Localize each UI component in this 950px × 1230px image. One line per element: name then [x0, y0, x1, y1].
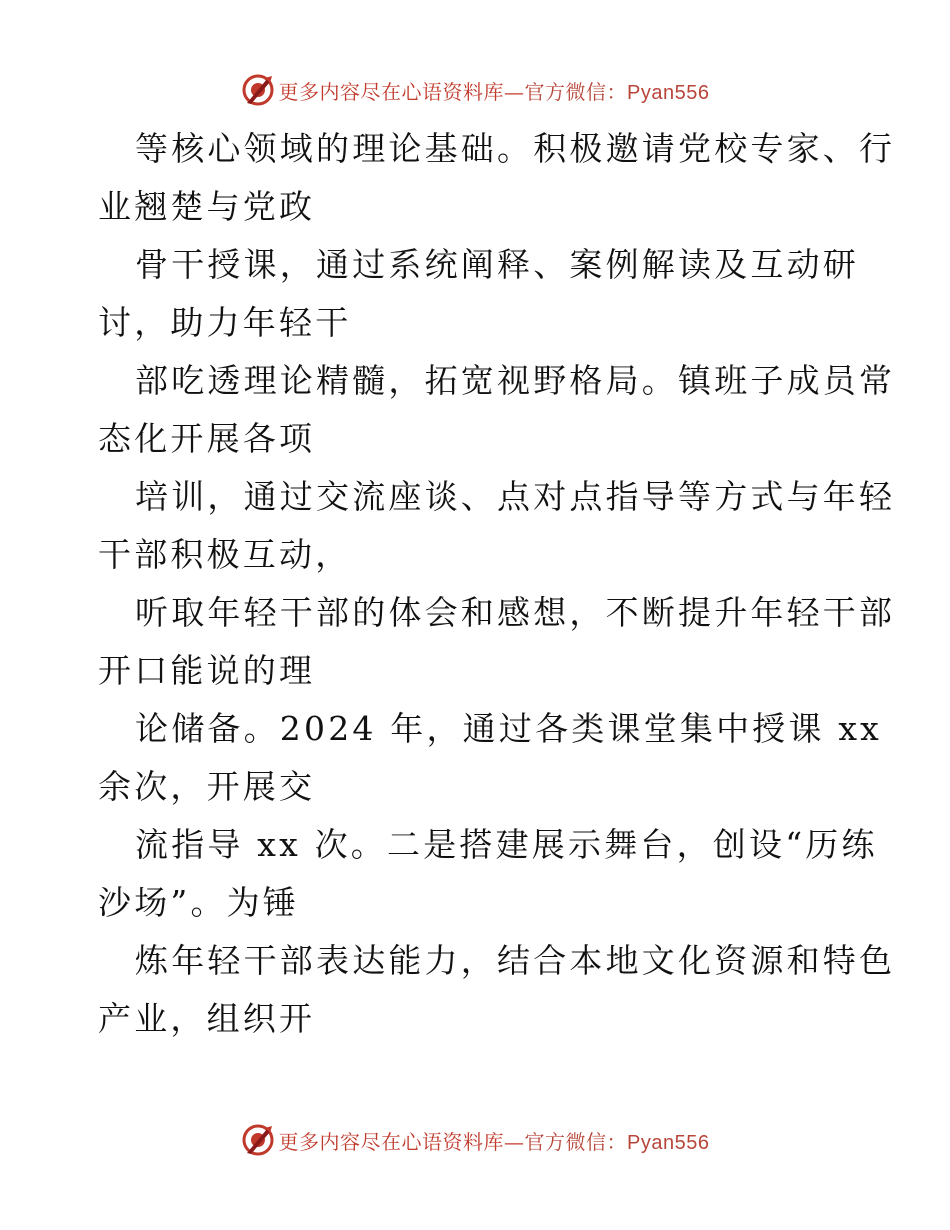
text-line: 流指导 xx 次。二是搭建展示舞台，创设“历练: [135, 825, 878, 864]
footer-banner: [0, 1118, 950, 1162]
document-body: [98, 120, 896, 1048]
text-line: 培训，通过交流座谈、点对点指导等方式与年轻: [135, 477, 896, 516]
text-line: 产业，组织开: [98, 999, 316, 1038]
footer-banner-text: 更多内容尽在心语资料库—官方微信：Pyan556: [278, 1129, 710, 1154]
text-line: 炼年轻干部表达能力，结合本地文化资源和特色: [135, 941, 896, 980]
text-line: 业翘楚与党政: [98, 187, 316, 226]
text-line: 听取年轻干部的体会和感想，不断提升年轻干部: [135, 593, 896, 632]
text-line: 论储备。2024 年，通过各类课堂集中授课 xx: [135, 709, 882, 748]
text-line: 态化开展各项: [98, 419, 316, 458]
header-banner-text: 更多内容尽在心语资料库—官方微信：Pyan556: [278, 79, 710, 104]
text-line: 部吃透理论精髓，拓宽视野格局。镇班子成员常: [135, 361, 896, 400]
text-line: 沙场”。为锤: [98, 883, 300, 922]
text-line: 开口能说的理: [98, 651, 316, 690]
quill-seal-icon: [241, 1123, 275, 1157]
text-line: 骨干授课，通过系统阐释、案例解读及互动研: [135, 245, 859, 284]
text-line: 讨，助力年轻干: [98, 303, 352, 342]
text-line: 余次，开展交: [98, 767, 316, 806]
quill-seal-icon: [241, 73, 275, 107]
text-line: 等核心领域的理论基础。积极邀请党校专家、行: [135, 129, 896, 168]
header-banner: [0, 68, 950, 112]
text-line: 干部积极互动，: [98, 535, 352, 574]
